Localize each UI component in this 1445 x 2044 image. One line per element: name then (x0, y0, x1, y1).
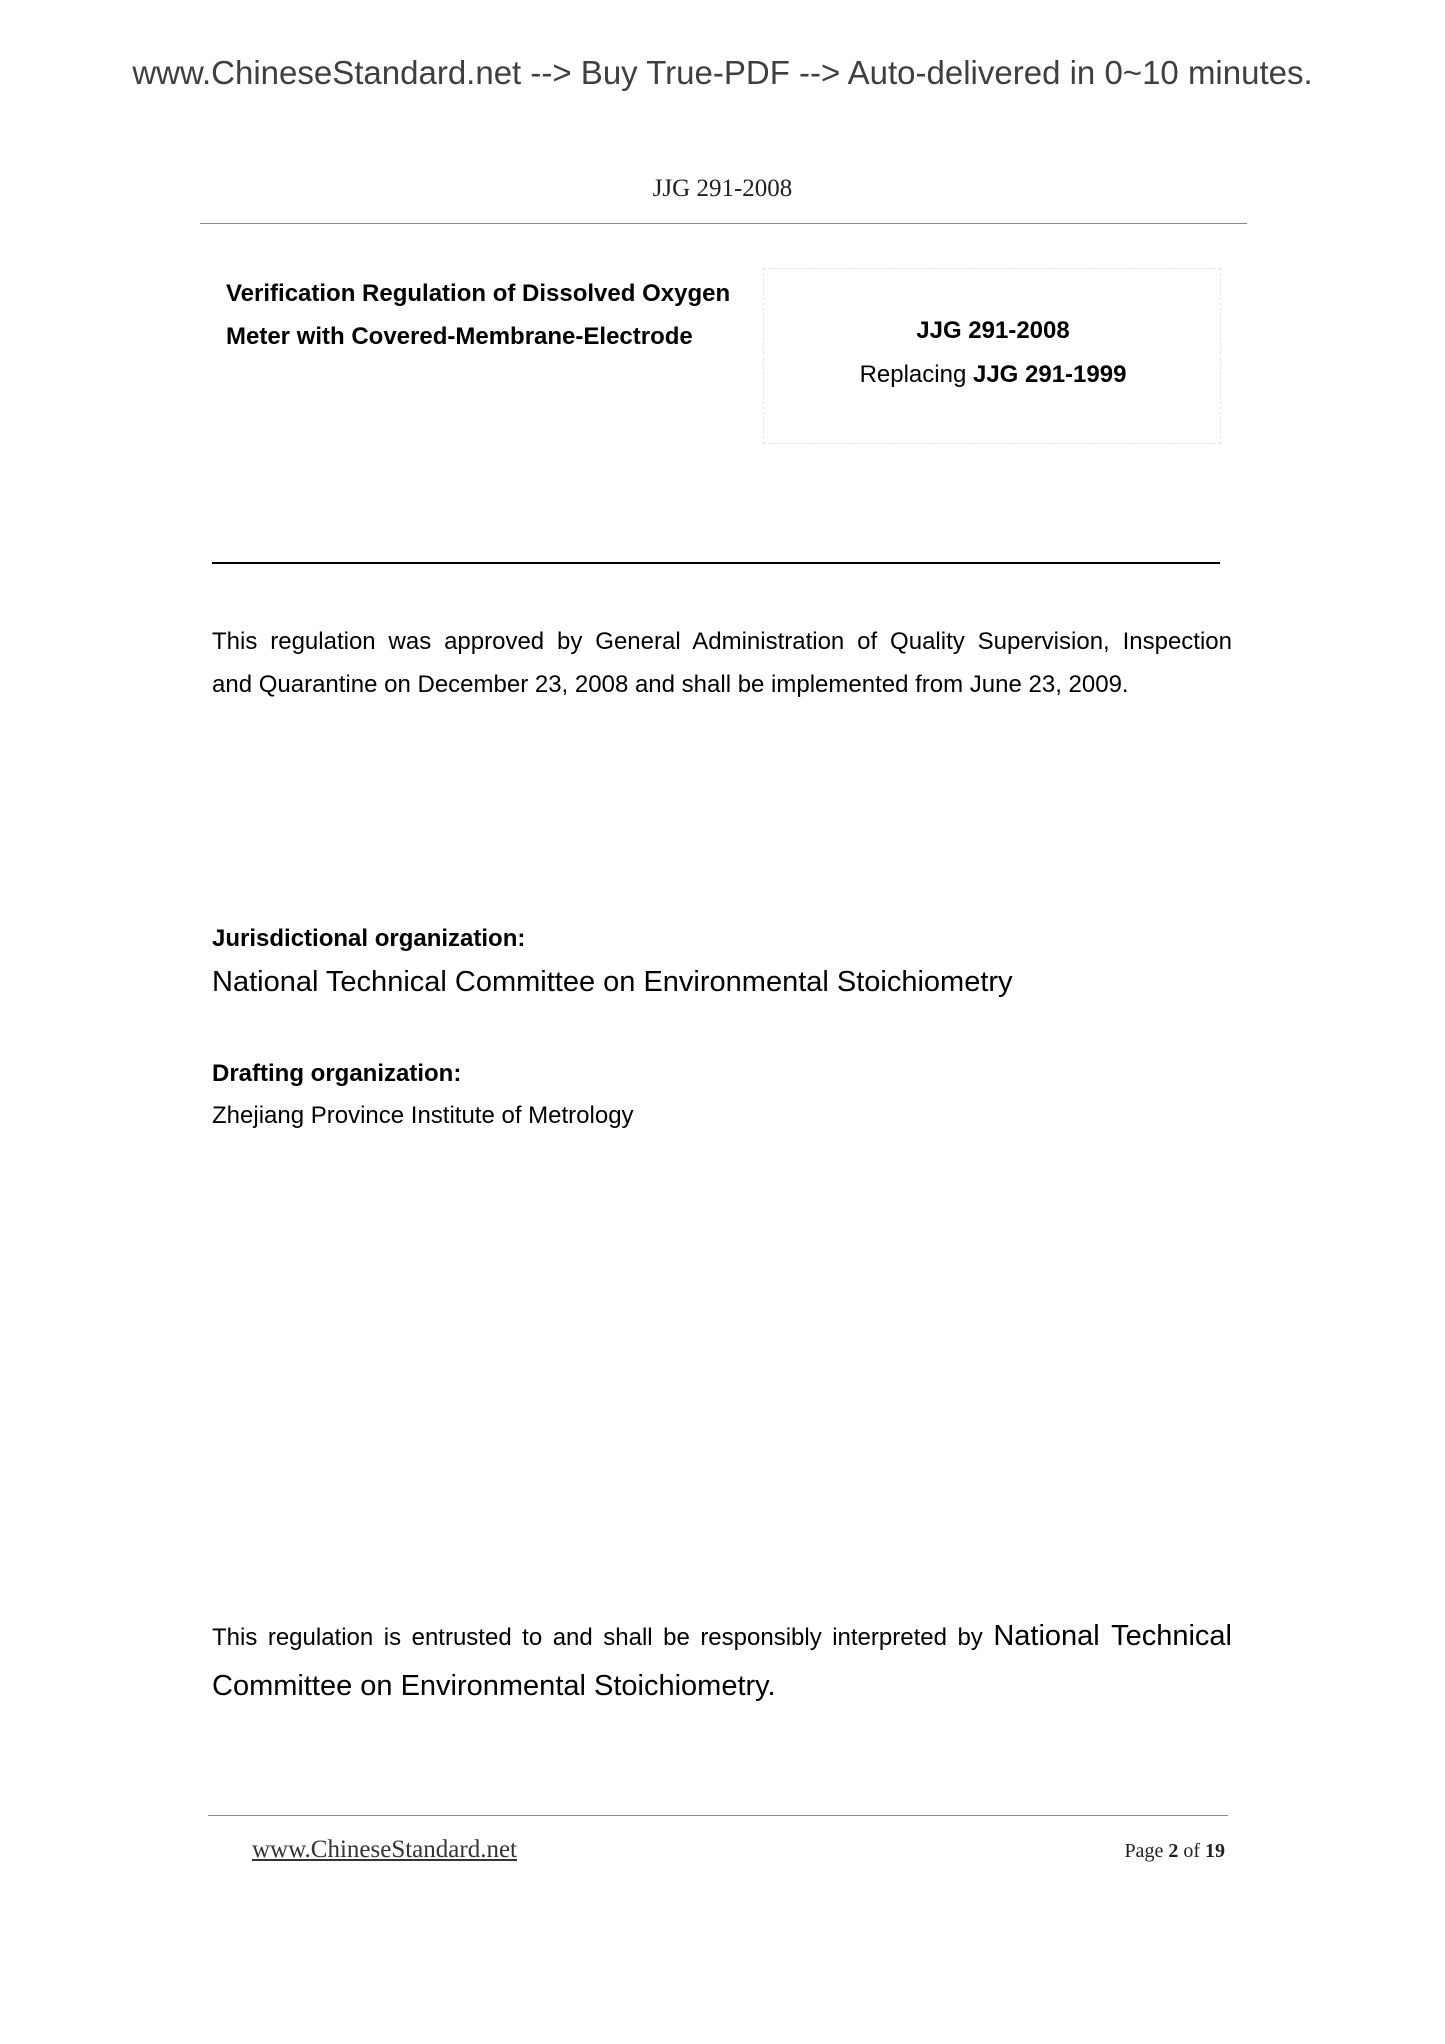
title-line-1: Verification Regulation of Dissolved Oxygen (226, 280, 731, 307)
page-current: 2 (1168, 1840, 1179, 1862)
page-number (1124, 1840, 1225, 1863)
running-header-code: JJG 291-2008 (652, 175, 793, 202)
footer-divider (208, 1815, 1228, 1816)
entrust-committee-part-2: Committee on Environmental Stoichiometry. (212, 1670, 776, 1702)
entrust-text: This regulation is entrusted to and shall be responsibly interpreted by (212, 1624, 983, 1651)
section-divider (212, 562, 1220, 564)
title-line-2: Meter with Covered-Membrane-Electrode (226, 323, 693, 350)
replacing-label: Replacing (859, 361, 967, 388)
standard-code: JJG 291-2008 (916, 317, 1070, 344)
entrust-statement (212, 1612, 1232, 1710)
entrust-line-1 (212, 1612, 1232, 1662)
approval-line-1: This regulation was approved by General Administration of Quality Supervision, Inspection (212, 628, 1232, 655)
drafting-value: Zhejiang Province Institute of Metrology (212, 1102, 634, 1129)
replaced-code: JJG 291-1999 (972, 361, 1127, 388)
header-divider (200, 223, 1247, 224)
standard-code-box (763, 268, 1221, 444)
replacing-line (764, 361, 1222, 389)
page-label: Page (1124, 1840, 1164, 1862)
approval-line-2: and Quarantine on December 23, 2008 and shall be implemented from June 23, 2009. (212, 671, 1129, 698)
page-total: 19 (1205, 1840, 1225, 1862)
jurisdiction-value: National Technical Committee on Environmental Stoichiometry (212, 966, 1013, 998)
footer-site-link[interactable]: www.ChineseStandard.net (252, 1836, 517, 1863)
entrust-committee-part-1: National Technical (993, 1620, 1232, 1652)
top-banner: www.ChineseStandard.net --> Buy True-PDF --> Auto-delivered in 0~10 minutes. (132, 54, 1313, 91)
document-title (226, 272, 730, 358)
approval-statement (212, 620, 1232, 706)
drafting-label: Drafting organization: (212, 1060, 462, 1087)
jurisdiction-label: Jurisdictional organization: (212, 925, 526, 952)
page-of: of (1183, 1840, 1200, 1862)
